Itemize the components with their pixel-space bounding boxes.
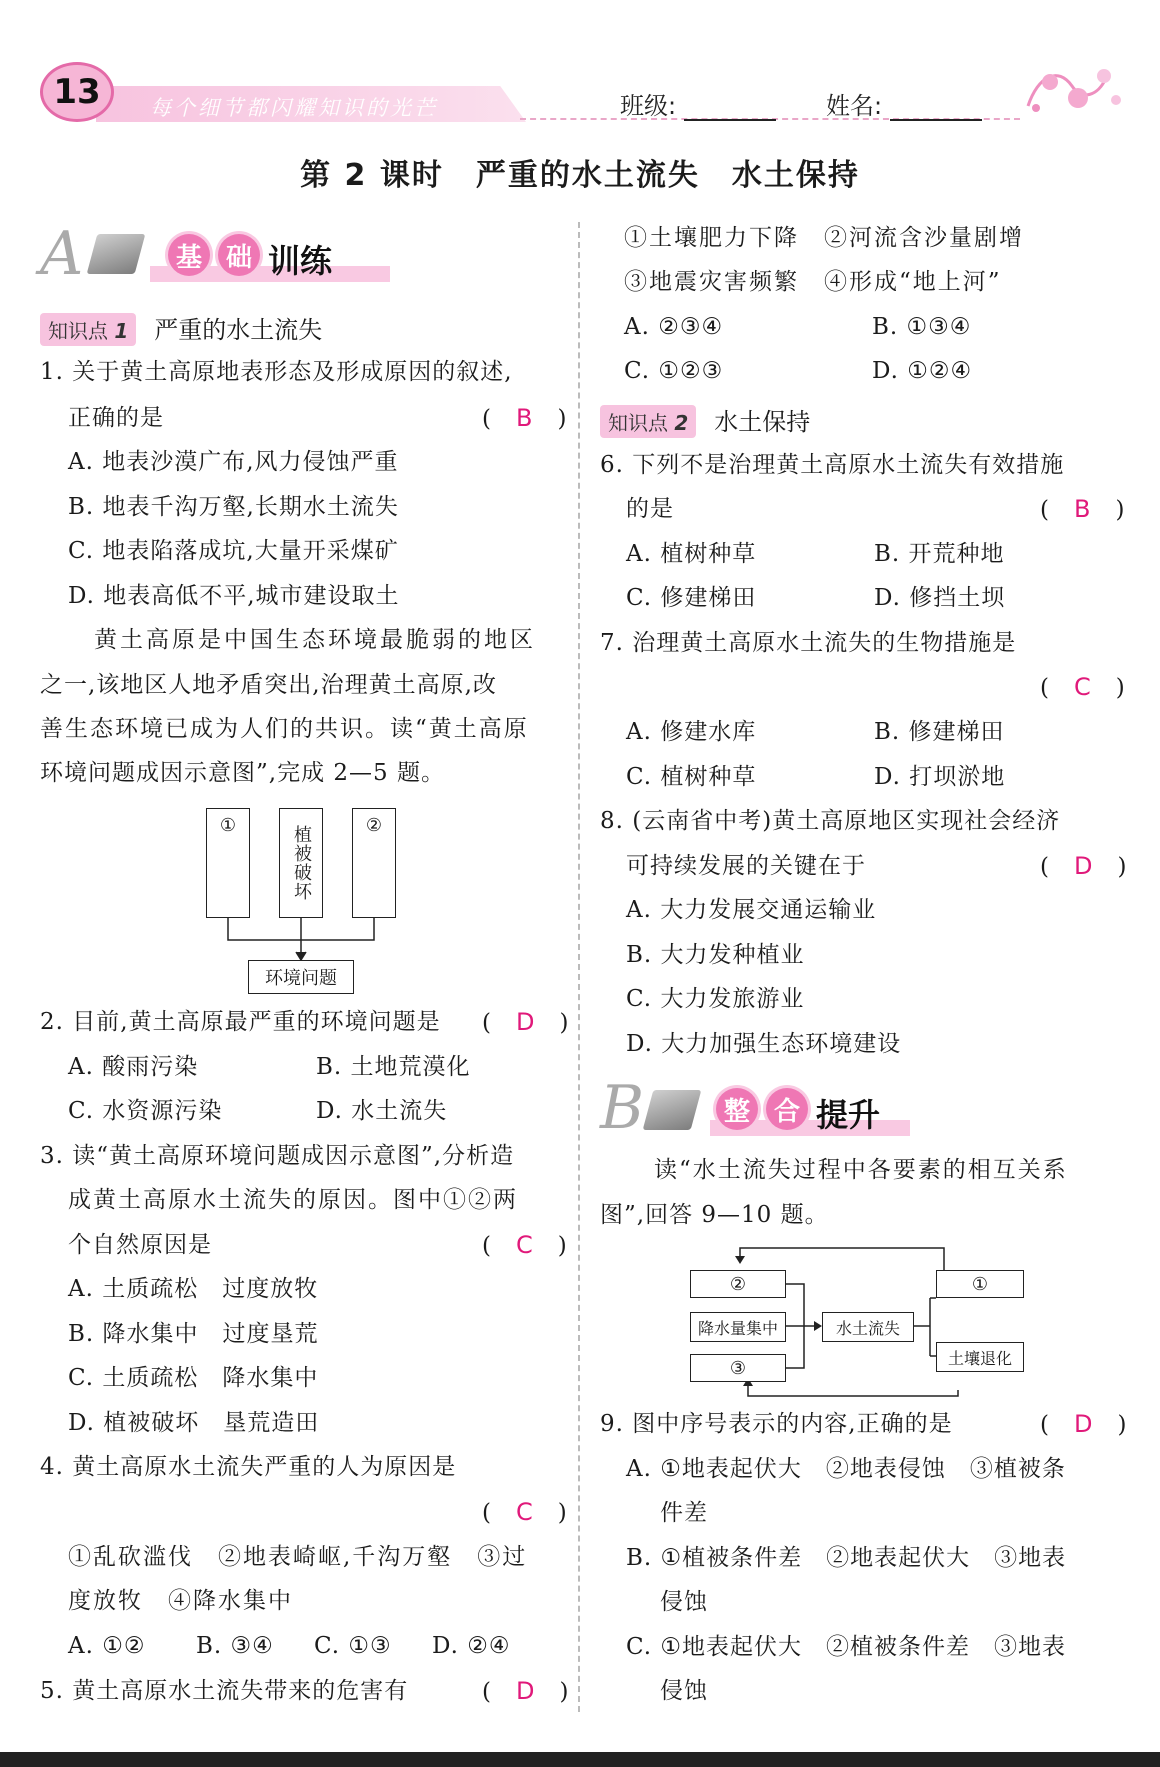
q5-option-b: B. ①③④ xyxy=(872,314,972,340)
q1-option-d: D. 地表高低不平,城市建设取土 xyxy=(68,583,400,609)
book-stack-icon xyxy=(643,1090,702,1130)
diagram2-box2: ② xyxy=(690,1270,786,1298)
passage1-line3: 善生态环境已成为人们的共识。读“黄土高原 xyxy=(40,716,529,742)
section-b-char2: 合 xyxy=(766,1088,808,1130)
q4-items-line2: 度放牧 ④降水集中 xyxy=(68,1588,293,1614)
diagram2-rain-box: 降水量集中 xyxy=(690,1312,786,1342)
q6-option-a: A. 植树种草 xyxy=(626,541,757,567)
q5-option-d: D. ①②④ xyxy=(872,358,973,384)
page-title: 第 2 课时 严重的水土流失 水土保持 xyxy=(300,158,860,193)
q2-option-b: B. 土地荒漠化 xyxy=(316,1054,471,1080)
name-field[interactable] xyxy=(826,86,982,121)
q3-option-b: B. 降水集中 过度垦荒 xyxy=(68,1321,319,1347)
q9-stem: 9. 图中序号表示的内容,正确的是 xyxy=(600,1411,953,1437)
q4-option-b: B. ③④ xyxy=(196,1633,274,1659)
diagram2-box3: ③ xyxy=(690,1354,786,1382)
q3-line3: 个自然原因是 xyxy=(68,1232,212,1258)
q4-option-a: A. ①② xyxy=(68,1633,146,1659)
diagram1-bottom-box: 环境问题 xyxy=(248,960,354,994)
q7-answer-slot: ( C ) xyxy=(1040,673,1126,701)
q8-answer: D xyxy=(1073,852,1094,880)
kp2-tag: 知识点 2 xyxy=(600,405,696,438)
q3-option-d: D. 植被破坏 垦荒造田 xyxy=(68,1410,320,1436)
q6-option-d: D. 修挡土坝 xyxy=(874,585,1006,611)
kp1-tag: 知识点 1 xyxy=(40,313,136,346)
name-label: 姓名: xyxy=(826,92,883,120)
kp2-title: 水土保持 xyxy=(714,408,811,436)
q2-option-a: A. 酸雨污染 xyxy=(68,1054,199,1080)
q3-answer: C xyxy=(515,1231,534,1259)
q7-answer: C xyxy=(1073,673,1092,701)
section-a-word: 训练 xyxy=(268,242,333,280)
q9-option-c-line2: 侵蚀 xyxy=(660,1678,708,1704)
q2-option-d: D. 水土流失 xyxy=(316,1098,448,1124)
q4-answer: C xyxy=(515,1498,534,1526)
q3-option-a: A. 土质疏松 过度放牧 xyxy=(68,1276,319,1302)
q3-answer-slot: ( C ) xyxy=(482,1231,568,1259)
q5-items-line2: ③地震灾害频繁 ④形成“地上河” xyxy=(624,269,1002,295)
q9-option-b-line2: 侵蚀 xyxy=(660,1589,708,1615)
q8-option-a: A. 大力发展交通运输业 xyxy=(626,897,877,923)
diagram2-center-box: 水土流失 xyxy=(822,1312,914,1342)
class-blank[interactable] xyxy=(684,97,776,121)
passage1-line4: 环境问题成因示意图”,完成 2—5 题。 xyxy=(40,760,445,786)
q6-answer: B xyxy=(1073,495,1092,523)
q5-option-c: C. ①②③ xyxy=(624,358,724,384)
q7-option-a: A. 修建水库 xyxy=(626,719,757,745)
q3-line1: 3. 读“黄土高原环境问题成因示意图”,分析造 xyxy=(40,1143,515,1169)
book-icon xyxy=(87,234,146,274)
q8-answer-slot: ( D ) xyxy=(1040,852,1128,880)
q5-answer: D xyxy=(515,1677,536,1705)
q1-option-c: C. 地表陷落成坑,大量开采煤矿 xyxy=(68,538,399,564)
q9-answer-slot: ( D ) xyxy=(1040,1410,1128,1438)
section-a-letter: A xyxy=(40,219,84,289)
name-blank[interactable] xyxy=(890,97,982,121)
diagram2-soil-box: 土壤退化 xyxy=(936,1342,1024,1372)
q5-answer-slot: ( D ) xyxy=(482,1677,570,1705)
q4-stem: 4. 黄土高原水土流失严重的人为原因是 xyxy=(40,1454,457,1480)
diagram1-box1: ① xyxy=(206,808,250,918)
q4-items-line1: ①乱砍滥伐 ②地表崎岖,千沟万壑 ③过 xyxy=(68,1544,528,1570)
passage1-line2: 之一,该地区人地矛盾突出,治理黄土高原,改 xyxy=(40,672,497,698)
q9-option-a-line2: 件差 xyxy=(660,1500,708,1526)
q8-line2: 可持续发展的关键在于 xyxy=(626,853,866,879)
diagram2-box1: ① xyxy=(936,1270,1024,1298)
q7-option-c: C. 植树种草 xyxy=(626,764,757,790)
q9-answer: D xyxy=(1073,1410,1094,1438)
q2-option-c: C. 水资源污染 xyxy=(68,1098,223,1124)
diagram-environment-causes xyxy=(200,800,400,996)
q1-line1: 1. 关于黄土高原地表形态及形成原因的叙述, xyxy=(40,359,513,385)
q6-option-b: B. 开荒种地 xyxy=(874,541,1005,567)
q8-option-b: B. 大力发种植业 xyxy=(626,942,805,968)
section-a-char1: 基 xyxy=(168,234,210,276)
q1-line2: 正确的是 xyxy=(68,405,164,431)
bottom-bar xyxy=(0,1752,1160,1767)
q7-stem: 7. 治理黄土高原水土流失的生物措施是 xyxy=(600,630,1017,656)
q6-option-c: C. 修建梯田 xyxy=(626,585,757,611)
diagram-soil-erosion-relations xyxy=(688,1240,1028,1400)
q7-option-d: D. 打坝淤地 xyxy=(874,764,1006,790)
kp1-title: 严重的水土流失 xyxy=(154,316,323,344)
q1-answer: B xyxy=(515,404,534,432)
q2-answer: D xyxy=(515,1008,536,1036)
q1-option-a: A. 地表沙漠广布,风力侵蚀严重 xyxy=(68,449,399,475)
section-b-word: 提升 xyxy=(816,1096,881,1134)
q6-answer-slot: ( B ) xyxy=(1040,495,1126,523)
q1-answer-slot: ( B ) xyxy=(482,404,568,432)
q8-line1: 8. (云南省中考)黄土高原地区实现社会经济 xyxy=(600,808,1061,834)
q6-line2: 的是 xyxy=(626,496,674,522)
passage1-line1: 黄土高原是中国生态环境最脆弱的地区 xyxy=(94,627,536,653)
q5-option-a: A. ②③④ xyxy=(624,314,724,340)
q9-option-a-line1: A. ①地表起伏大 ②地表侵蚀 ③植被条 xyxy=(626,1456,1066,1482)
q6-line1: 6. 下列不是治理黄土高原水土流失有效措施 xyxy=(600,452,1065,478)
knowledge-point-1 xyxy=(40,310,322,346)
section-b-letter: B xyxy=(600,1073,645,1143)
q3-option-c: C. 土质疏松 降水集中 xyxy=(68,1365,319,1391)
q5-items-line1: ①土壤肥力下降 ②河流含沙量剧增 xyxy=(624,225,1024,251)
class-field[interactable] xyxy=(620,86,776,121)
page-number-badge: 13 xyxy=(40,62,114,122)
q9-option-c-line1: C. ①地表起伏大 ②植被条件差 ③地表 xyxy=(626,1634,1067,1660)
q8-option-c: C. 大力发旅游业 xyxy=(626,986,805,1012)
q3-line2: 成黄土高原水土流失的原因。图中①②两 xyxy=(68,1187,518,1213)
passage2-line2: 图”,回答 9—10 题。 xyxy=(600,1202,829,1228)
q9-option-b-line1: B. ①植被条件差 ②地表起伏大 ③地表 xyxy=(626,1545,1067,1571)
knowledge-point-2 xyxy=(600,402,810,438)
q2-stem: 2. 目前,黄土高原最严重的环境问题是 xyxy=(40,1009,441,1035)
q2-answer-slot: ( D ) xyxy=(482,1008,570,1036)
passage2-line1: 读“水土流失过程中各要素的相互关系 xyxy=(654,1157,1068,1183)
class-label: 班级: xyxy=(620,92,677,120)
flower-ornament-icon xyxy=(1018,56,1126,122)
q5-stem: 5. 黄土高原水土流失带来的危害有 xyxy=(40,1678,409,1704)
diagram1-box2: 植被破坏 xyxy=(279,808,323,918)
q4-option-c: C. ①③ xyxy=(314,1633,392,1659)
header-motto: 每个细节都闪耀知识的光芒 xyxy=(150,96,438,120)
section-b-char1: 整 xyxy=(716,1088,758,1130)
column-divider xyxy=(578,222,580,1712)
diagram1-box3: ② xyxy=(352,808,396,918)
q8-option-d: D. 大力加强生态环境建设 xyxy=(626,1031,902,1057)
q7-option-b: B. 修建梯田 xyxy=(874,719,1005,745)
q4-answer-slot: ( C ) xyxy=(482,1498,568,1526)
section-a-char2: 础 xyxy=(218,234,260,276)
q1-option-b: B. 地表千沟万壑,长期水土流失 xyxy=(68,494,399,520)
q4-option-d: D. ②④ xyxy=(432,1633,511,1659)
